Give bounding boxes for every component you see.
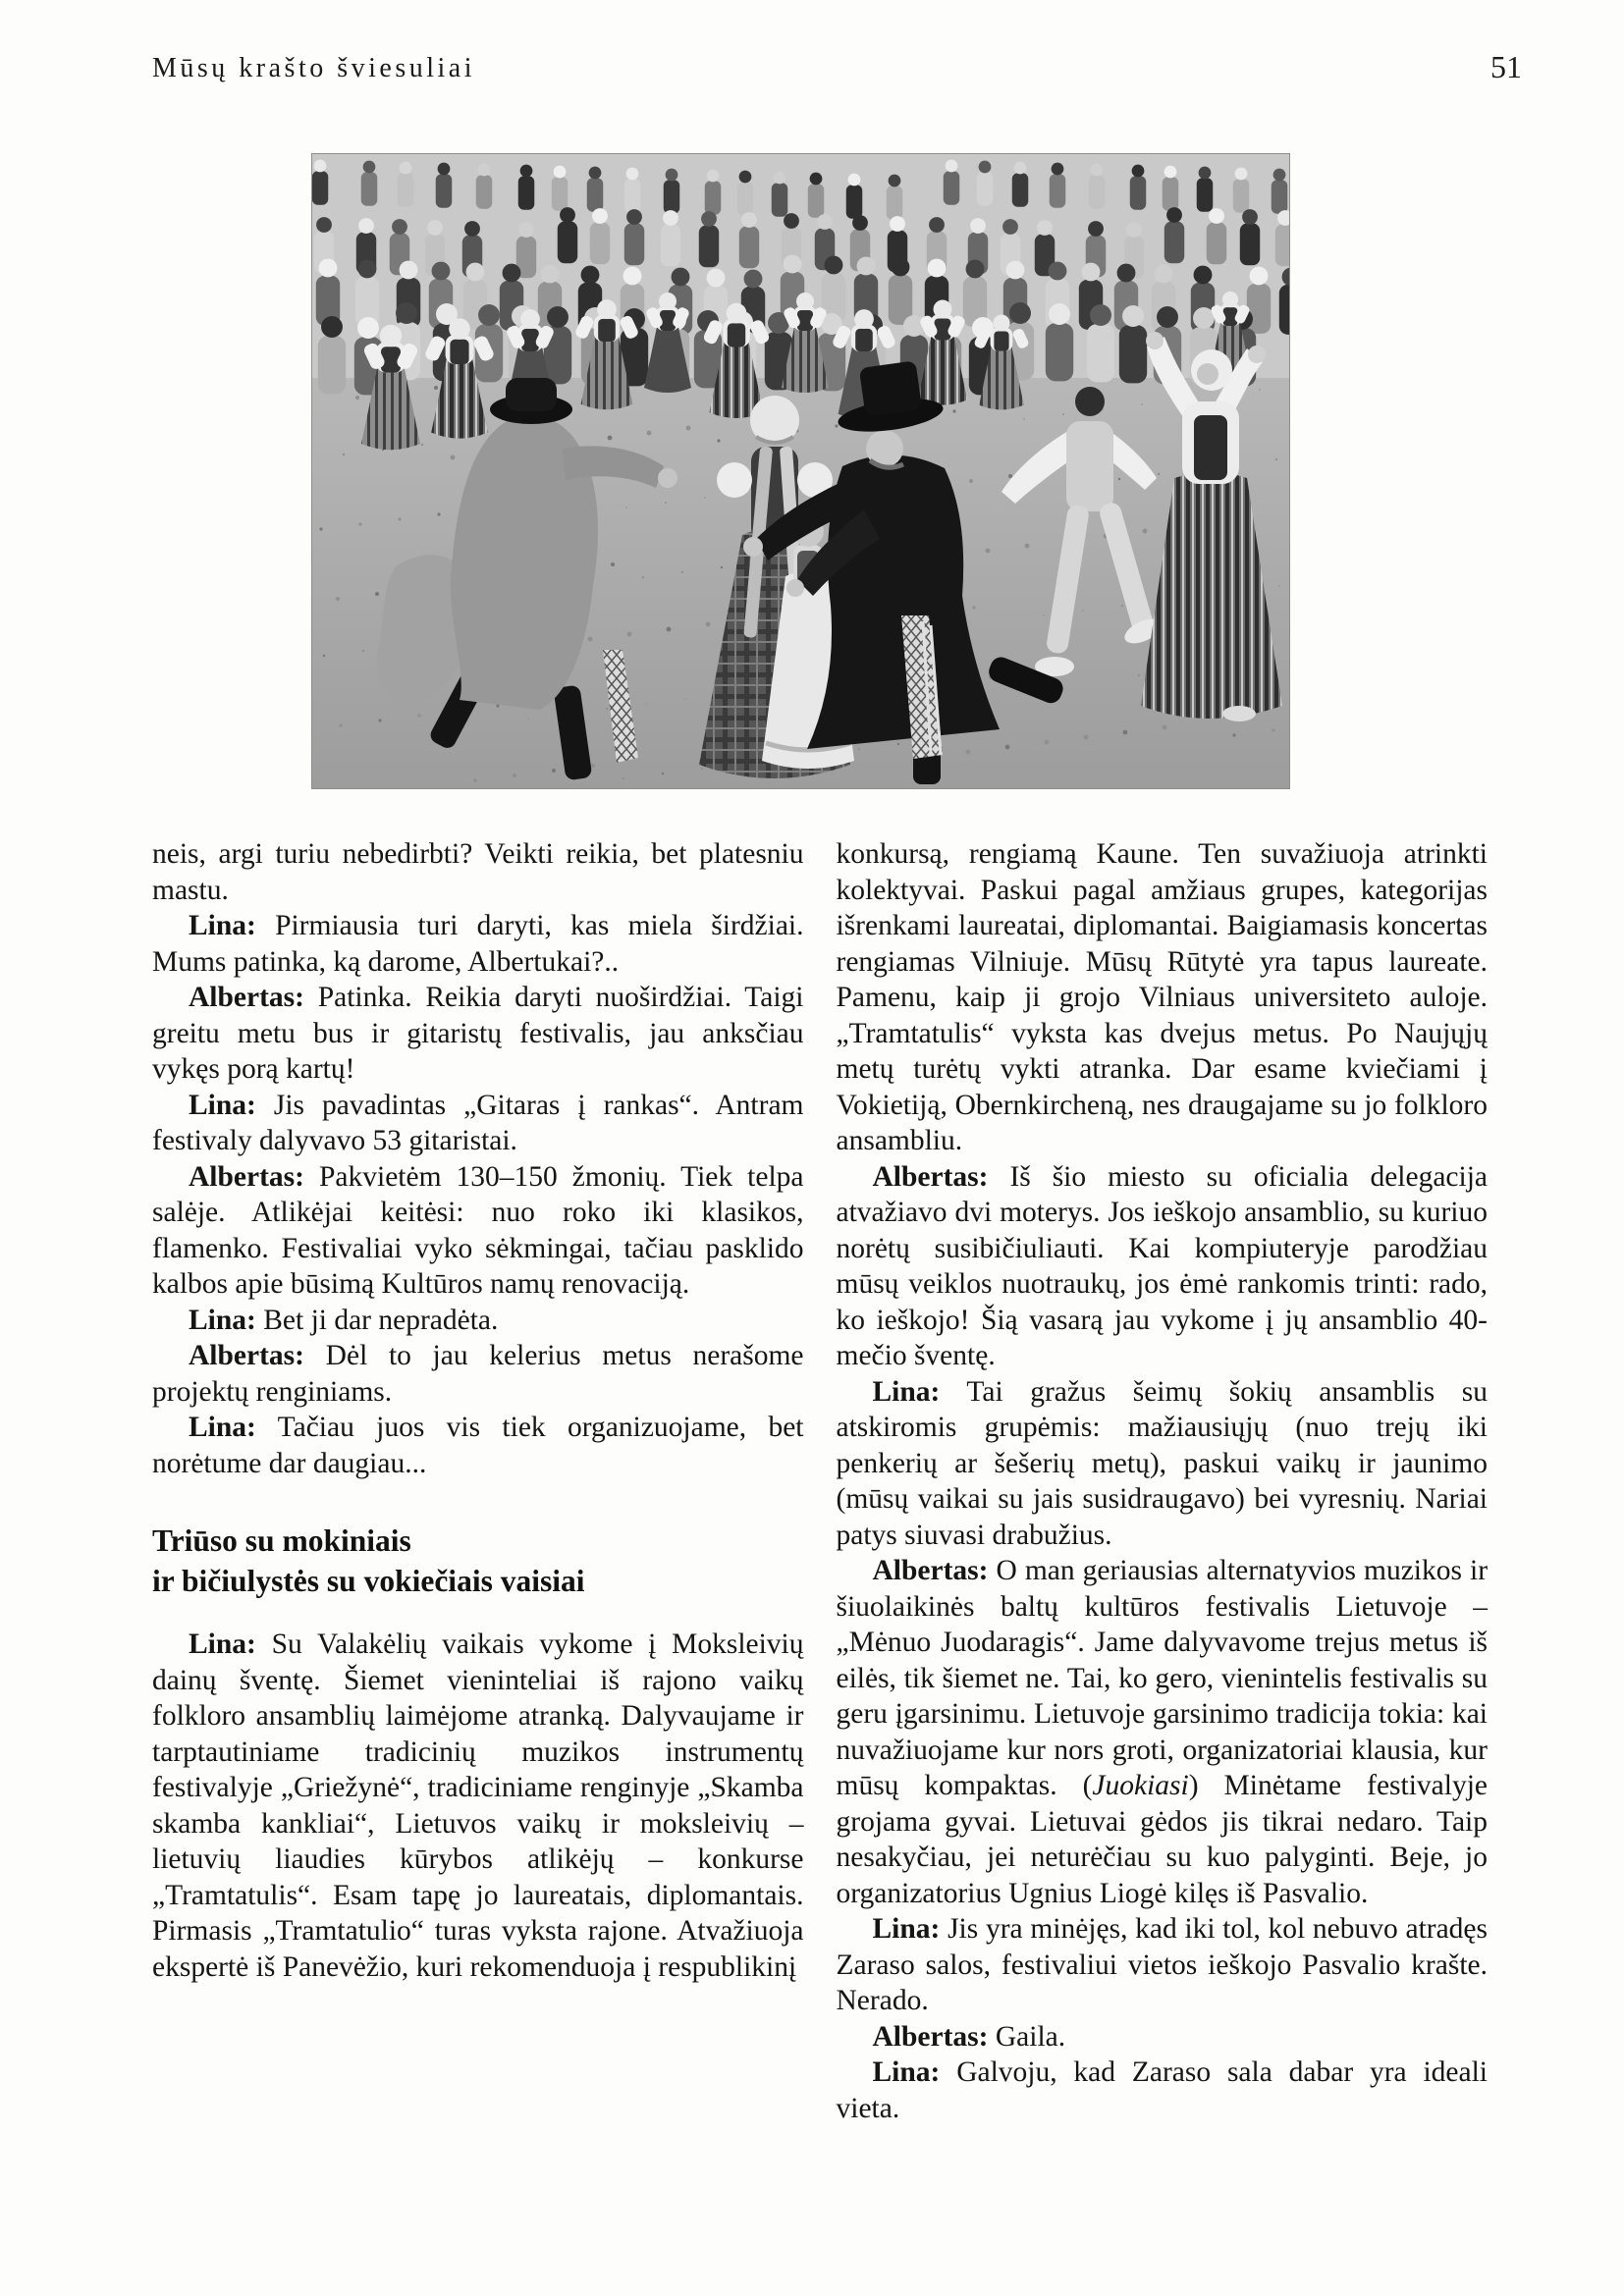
dialog-paragraph: [152, 1159, 804, 1303]
speaker-label: Albertas:: [189, 1160, 304, 1193]
speaker-label: Albertas:: [872, 1555, 989, 1586]
section-heading-line1: Triūso su mokiniais: [152, 1523, 411, 1558]
dialog-text: Jis pavadintas „Gitaras į rankas“. Antram festivaly dalyvavo 53 gitaristai.: [152, 1089, 804, 1156]
dialog-text: Gaila.: [995, 2020, 1066, 2053]
speaker-label: Lina:: [189, 1629, 256, 1660]
dialog-paragraph: [837, 2019, 1489, 2056]
dialog-paragraph: [152, 1338, 804, 1410]
speaker-label: Lina:: [189, 910, 256, 941]
dialog-text: Iš šio miesto su oficialia delegacija atvažiavo dvi moterys. Jos ieškojo ansamblio, su kuriuo norėtų susibičiuliauti. Kai kompiuteryje parodžiau mūsų veiklos nuotraukų, jos ėmė rankomis trinti: rado, ko ieškojo! Šią vasarą jau vykome į jų ansamblio 40-mečio šventę.: [836, 1160, 1488, 1371]
section-heading-line2: ir bičiulystės su vokiečiais vaisiai: [152, 1564, 585, 1598]
folk-dance-photo-art: [312, 154, 1289, 788]
dialog-paragraph: [152, 980, 804, 1088]
dialog-text: ) Minėtame festivalyje grojama gyvai. Lietuvai gėdos jis tikrai nedaro. Taip nesakyčiau, jei neturėčiau su kuo palyginti. Beje, jo organizatorius Ugnius Liogė kilęs iš Pasvalio.: [836, 1770, 1489, 1909]
dialog-text: neis, argi turiu nebedirbti? Veikti reikia, bet platesniu mastu.: [152, 838, 804, 906]
page-number: 51: [1490, 49, 1522, 84]
right-column: [837, 836, 1489, 2126]
left-column: [152, 836, 804, 2126]
running-title: Mūsų krašto šviesuliai: [152, 53, 475, 83]
dialog-text: Jis yra minėjęs, kad iki tol, kol nebuvo atradęs Zaraso salos, festivaliui vietos ieškojo Pasvalio krašte. Nerado.: [836, 1913, 1489, 2016]
dialog-text: Pakvietėm 130–150 žmonių. Tiek telpa salėje. Atlikėjai keitėsi: nuo roko iki klasikos, flamenko. Festivaliai vyko sėkmingai, tačiau pasklido kalbos apie būsimą Kultūros namų renovaciją.: [152, 1160, 804, 1300]
dialog-text: O man geriausias alternatyvios muzikos ir šiuolaikinės baltų kultūros festivalis Lietuvoje – „Mėnuo Juodaragis“. Jame dalyvavome trejus metus iš eilės, tik šiemet ne. Tai, ko gero, vienintelis festivalis su geru įgarsinimu. Lietuvoje garsinimo tradicija tokia: kai nuvažiuojame kur nors groti, organizatoriai klausia, kur mūsų kompaktas. (: [836, 1555, 1489, 1801]
dialog-paragraph: [152, 1410, 804, 1481]
dialog-text: Su Valakėlių vaikais vykome į Moksleivių dainų šventę. Šiemet vieninteliai iš rajono vaikų folkloro ansamblių laimėjome atranką. Dalyvaujame ir tarptautiniame tradicinių muzikos instrumentų festivalyje „Griežynė“, tradiciniame renginyje „Skamba skamba kankliai“, Lietuvos vaikų ir moksleivių – lietuvių liaudies kūrybos atlikėjų – konkurse „Tramtatulis“. Esam tapę jo laureatais, diplomantais. Pirmasis „Tramtatulio“ turas vyksta rajone. Atvažiuoja ekspertė iš Panevėžio, kuri rekomenduoja į respublikinį: [152, 1629, 804, 1983]
dialog-paragraph: [152, 1627, 804, 1985]
dialog-text: Tačiau juos vis tiek organizuojame, bet norėtume dar daugiau...: [152, 1412, 804, 1479]
section-heading: [152, 1521, 804, 1601]
dialog-paragraph: [152, 1303, 804, 1339]
stage-direction: Juokiasi: [1092, 1770, 1189, 1801]
dialog-paragraph: [837, 2055, 1489, 2126]
speaker-label: Lina:: [872, 1375, 941, 1408]
dialog-paragraph: [837, 1374, 1489, 1554]
dialog-paragraph: [152, 836, 804, 908]
speaker-label: Albertas:: [872, 1160, 989, 1193]
folk-dance-photo: [312, 154, 1289, 788]
dialog-paragraph: [837, 1159, 1489, 1374]
speaker-label: Albertas:: [872, 2020, 989, 2053]
dialog-text: Tai gražus šeimų šokių ansamblis su atskiromis grupėmis: mažiausiųjų (nuo trejų iki penkerių ar šešerių metų), paskui vaikų ir jaunimo (mūsų vaikai su jais susidraugavo) bei vyresnių. Nariai patys siuvasi drabužius.: [836, 1375, 1488, 1551]
speaker-label: Lina:: [189, 1089, 256, 1121]
dialog-paragraph: [837, 1553, 1489, 1911]
dialog-paragraph: [152, 908, 804, 980]
dialog-text: Patinka. Reikia daryti nuoširdžiai. Taigi greitu metu bus ir gitaristų festivalis, jau anksčiau vykęs porą kartų!: [152, 982, 804, 1085]
dialog-text: Galvoju, kad Zaraso sala dabar yra ideali vieta.: [836, 2056, 1488, 2124]
dialog-text: konkursą, rengiamą Kaune. Ten suvažiuoja atrinkti kolektyvai. Paskui pagal amžiaus grupes, kategorijas išrenkami laureatai, diplomantai. Baigiamasis koncertas rengiamas Vilniuje. Mūsų Rūtytė yra tapus laureate. Pamenu, kaip ji grojo Vilniaus universiteto auloje. „Tramtatulis“ vyksta kas dvejus metus. Po Naujųjų metų turėtų vykti atranka. Dar esame kviečiami į Vokietiją, Obernkircheną, nes draugajame su jo folkloro ansambliu.: [836, 838, 1488, 1156]
speaker-label: Lina:: [189, 1304, 256, 1336]
dialog-paragraph: [152, 1088, 804, 1159]
dialog-text: Bet ji dar nepradėta.: [263, 1304, 499, 1336]
dialog-text: Dėl to jau kelerius metus nerašome projektų renginiams.: [152, 1340, 804, 1408]
dialog-paragraph: [837, 836, 1489, 1159]
speaker-label: Lina:: [872, 2056, 941, 2088]
article-body: [152, 836, 1488, 2126]
speaker-label: Albertas:: [189, 1340, 304, 1371]
dialog-text: Pirmiausia turi daryti, kas miela širdžiai. Mums patinka, ką darome, Albertukai?..: [152, 910, 804, 978]
dialog-paragraph: [837, 1911, 1489, 2019]
speaker-label: Lina:: [872, 1913, 941, 1945]
speaker-label: Lina:: [189, 1412, 256, 1443]
speaker-label: Albertas:: [189, 982, 304, 1013]
